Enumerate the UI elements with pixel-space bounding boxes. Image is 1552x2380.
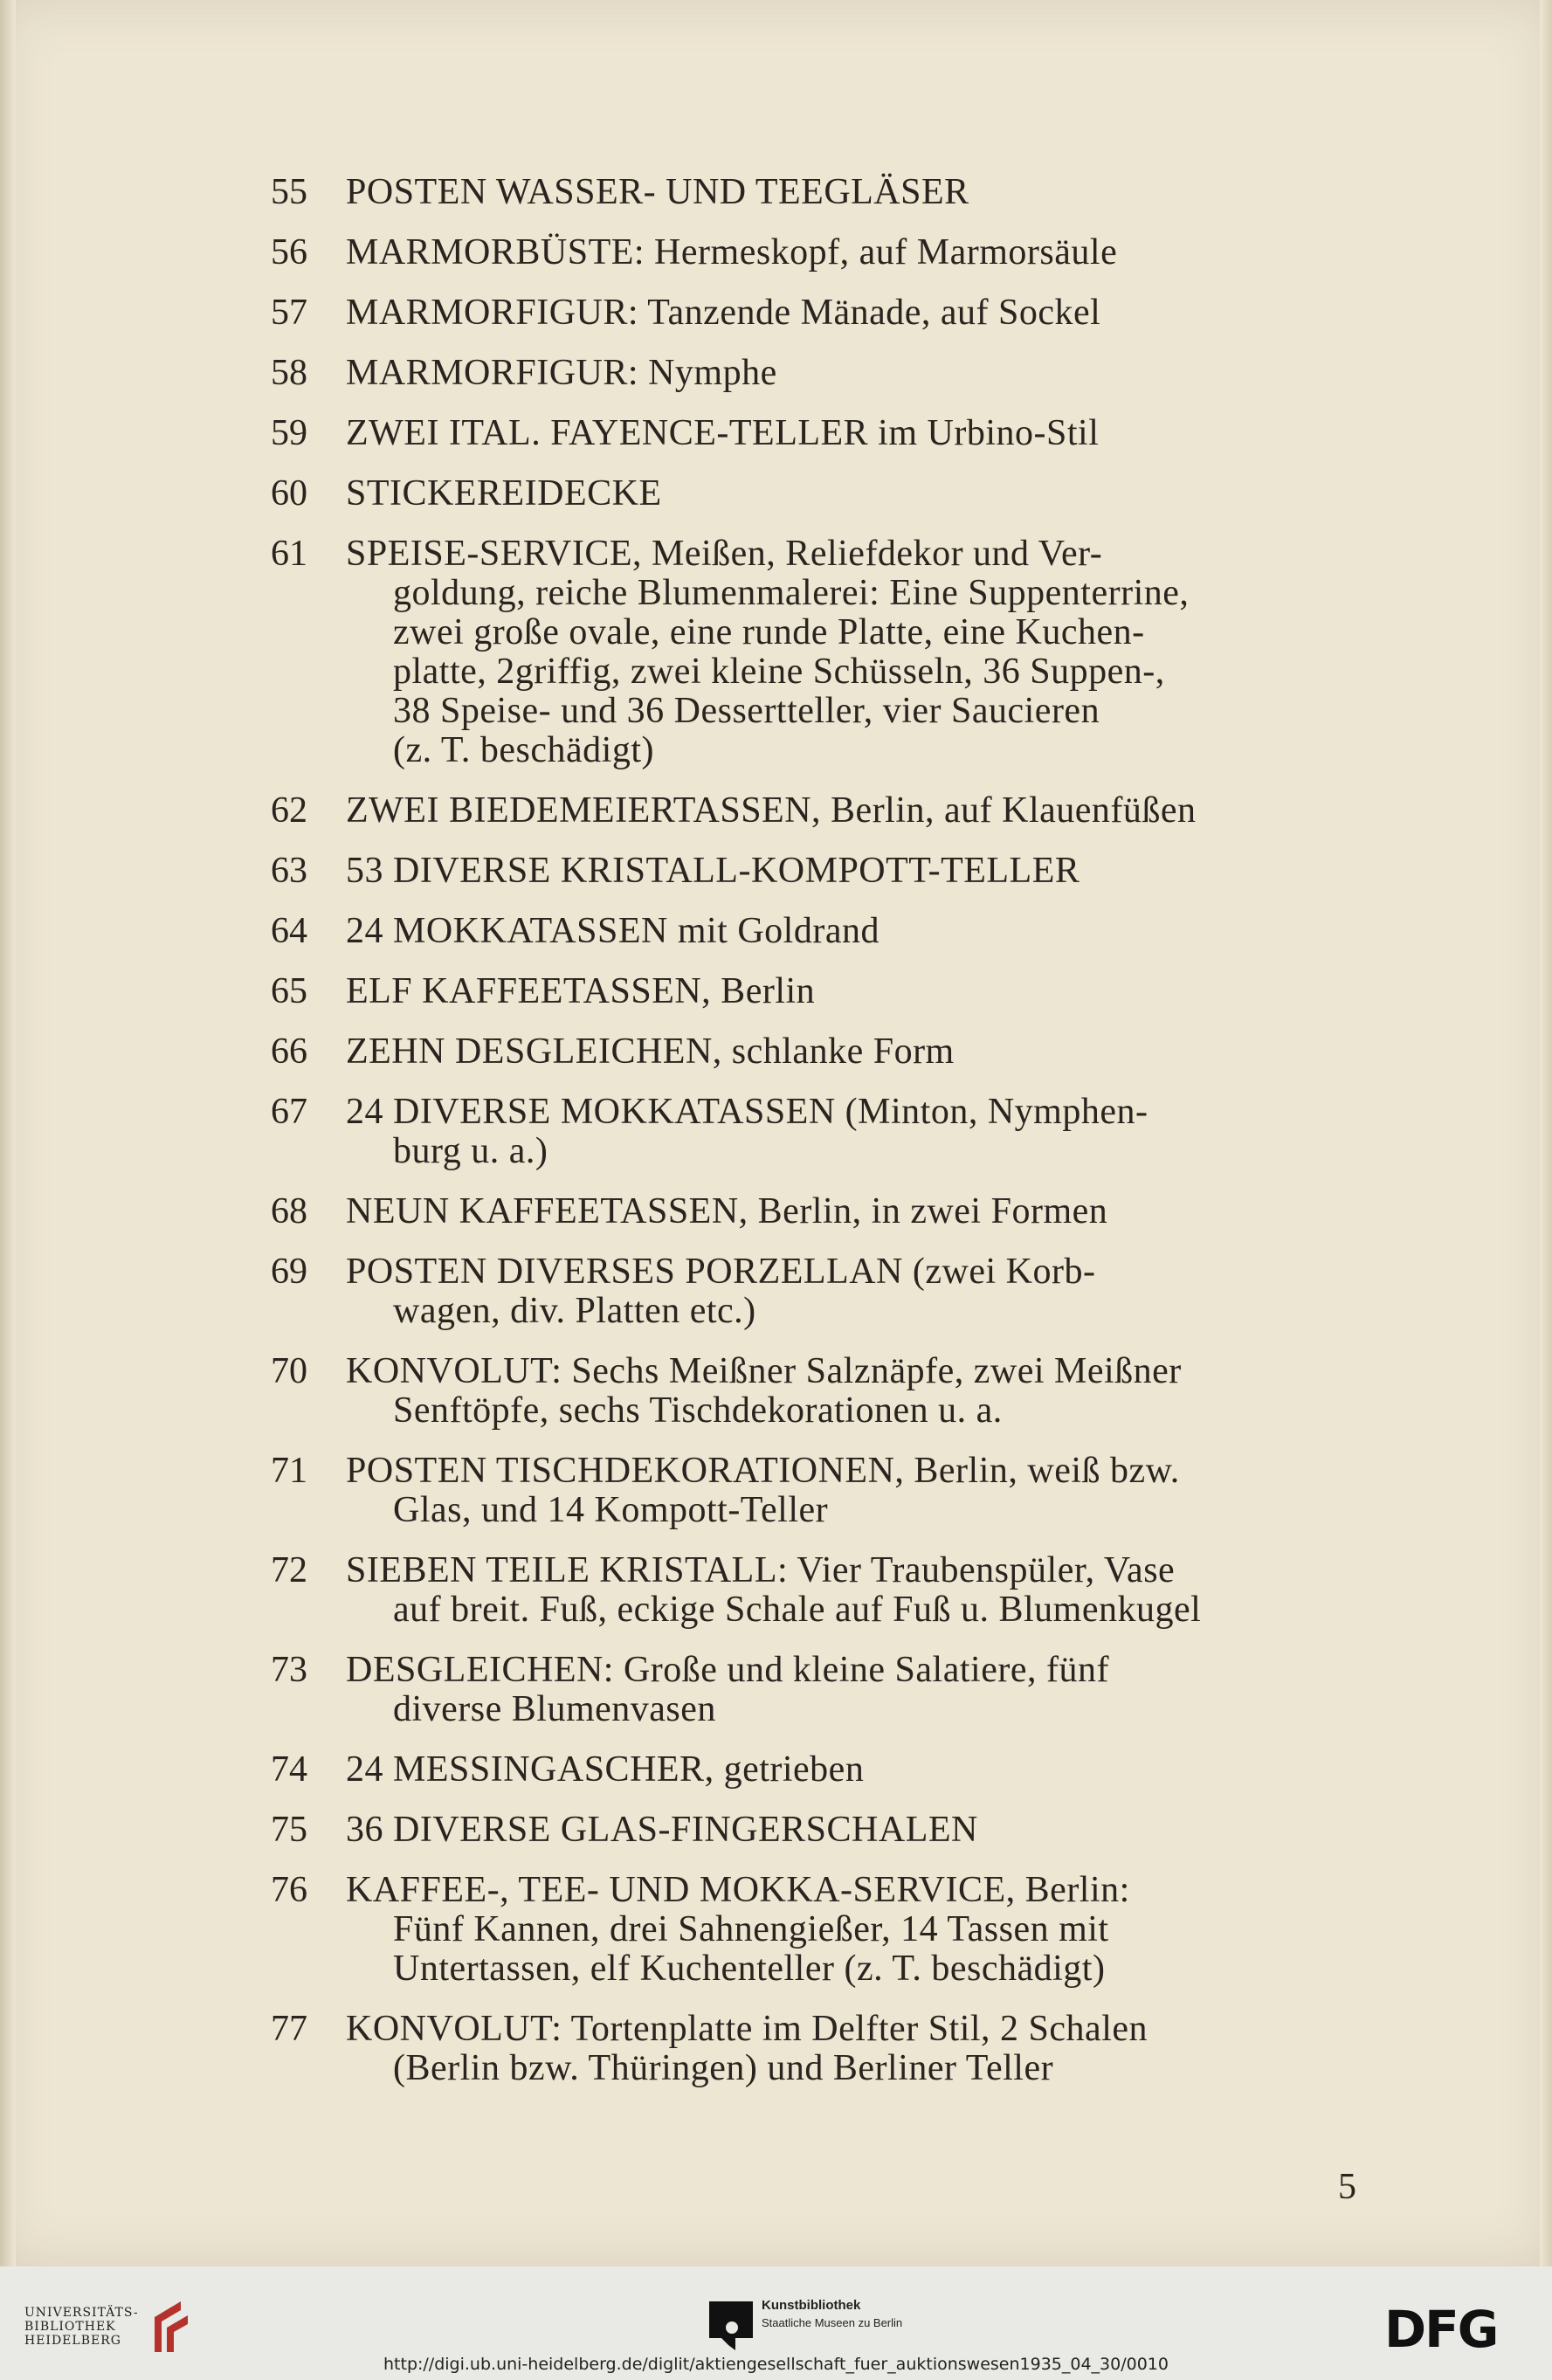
entry-description bbox=[346, 912, 1371, 951]
entry-title-line: ZEHN DESGLEICHEN, schlanke Form bbox=[346, 1031, 955, 1072]
entry-continuation-line: auf breit. Fuß, eckige Schale auf Fuß u. Blumenkugel bbox=[393, 1590, 1202, 1630]
entry-description bbox=[346, 1452, 1371, 1530]
catalog-entry bbox=[271, 1252, 1371, 1331]
entry-number: 70 bbox=[271, 1351, 307, 1391]
entry-number: 61 bbox=[271, 534, 307, 574]
entry-number: 55 bbox=[271, 172, 307, 212]
entry-title-line: 53 DIVERSE KRISTALL-KOMPOTT-TELLER bbox=[346, 851, 1080, 891]
catalog-entry bbox=[271, 354, 1371, 393]
entry-continuation-line: (Berlin bzw. Thüringen) und Berliner Teller bbox=[393, 2048, 1054, 2088]
entry-description bbox=[346, 1352, 1371, 1431]
catalog-entry bbox=[271, 1811, 1371, 1850]
entry-number: 65 bbox=[271, 971, 307, 1011]
catalog-entry bbox=[271, 1452, 1371, 1530]
page-number: 5 bbox=[1338, 2167, 1356, 2207]
entry-number: 59 bbox=[271, 413, 307, 453]
catalog-entry bbox=[271, 972, 1371, 1011]
dfg-logo[interactable]: DFG bbox=[1384, 2300, 1498, 2359]
catalog-entry bbox=[271, 414, 1371, 453]
kunstbibliothek-emblem-icon bbox=[709, 2301, 753, 2350]
entry-continuation-line: Untertassen, elf Kuchenteller (z. T. beschädigt) bbox=[393, 1949, 1106, 1989]
entry-description bbox=[346, 1551, 1371, 1630]
entry-number: 74 bbox=[271, 1749, 307, 1790]
entry-number: 71 bbox=[271, 1451, 307, 1491]
entry-continuation-line: Senftöpfe, sechs Tischdekorationen u. a. bbox=[393, 1390, 1003, 1431]
entry-title-line: KAFFEE-, TEE- UND MOKKA-SERVICE, Berlin: bbox=[346, 1870, 1130, 1910]
entry-continuation-line: burg u. a.) bbox=[393, 1131, 548, 1171]
entry-title-line: POSTEN TISCHDEKORATIONEN, Berlin, weiß bzw. bbox=[346, 1451, 1180, 1491]
entry-number: 64 bbox=[271, 911, 307, 951]
entry-number: 60 bbox=[271, 473, 307, 514]
entry-description bbox=[346, 354, 1371, 393]
entry-title-line: ELF KAFFEETASSEN, Berlin bbox=[346, 971, 816, 1011]
catalog-entry bbox=[271, 474, 1371, 514]
entry-description bbox=[346, 1811, 1371, 1850]
page-edge-left bbox=[0, 0, 16, 2266]
footer-bar bbox=[0, 2266, 1552, 2380]
entry-title-line: 24 MOKKATASSEN mit Goldrand bbox=[346, 911, 879, 951]
catalog-entry bbox=[271, 1871, 1371, 1989]
entry-description bbox=[346, 2010, 1371, 2088]
catalog-entry bbox=[271, 2010, 1371, 2088]
entry-title-line: SIEBEN TEILE KRISTALL: Vier Traubenspüler, Vase bbox=[346, 1550, 1176, 1590]
entry-number: 67 bbox=[271, 1092, 307, 1132]
entry-continuation-line: Glas, und 14 Kompott-Teller bbox=[393, 1490, 829, 1530]
entry-title-line: 36 DIVERSE GLAS-FINGERSCHALEN bbox=[346, 1810, 978, 1850]
entry-title-line: NEUN KAFFEETASSEN, Berlin, in zwei Formen bbox=[346, 1191, 1108, 1231]
entry-description bbox=[346, 1871, 1371, 1989]
entry-number: 69 bbox=[271, 1252, 307, 1292]
entry-description bbox=[346, 1032, 1371, 1072]
entry-description bbox=[346, 414, 1371, 453]
kunstbibliothek-title: Kunstbibliothek bbox=[762, 2298, 861, 2313]
catalog-entry bbox=[271, 1192, 1371, 1231]
entry-description bbox=[346, 852, 1371, 891]
ub-heidelberg-wordmark bbox=[24, 2306, 139, 2348]
entry-number: 62 bbox=[271, 790, 307, 831]
entry-title-line: MARMORFIGUR: Nymphe bbox=[346, 353, 777, 393]
entry-continuation-line: zwei große ovale, eine runde Platte, eine Kuchen- bbox=[393, 612, 1145, 652]
entry-description bbox=[346, 474, 1371, 514]
entry-continuation-line: (z. T. beschädigt) bbox=[393, 730, 655, 770]
entry-description bbox=[346, 233, 1371, 272]
entry-title-line: ZWEI ITAL. FAYENCE-TELLER im Urbino-Stil bbox=[346, 413, 1100, 453]
ub-line-2: BIBLIOTHEK bbox=[24, 2320, 116, 2334]
catalog-entry bbox=[271, 233, 1371, 272]
entry-description bbox=[346, 791, 1371, 831]
entry-title-line: KONVOLUT: Sechs Meißner Salznäpfe, zwei Meißner bbox=[346, 1351, 1182, 1391]
ub-line-3: HEIDELBERG bbox=[24, 2334, 121, 2348]
kunstbibliothek-subtitle: Staatliche Museen zu Berlin bbox=[762, 2316, 903, 2329]
entry-description bbox=[346, 173, 1371, 212]
catalog-entry bbox=[271, 912, 1371, 951]
entry-number: 77 bbox=[271, 2009, 307, 2049]
entry-number: 75 bbox=[271, 1810, 307, 1850]
entry-title-line: SPEISE-SERVICE, Meißen, Reliefdekor und Ver- bbox=[346, 534, 1103, 574]
catalog-entry bbox=[271, 852, 1371, 891]
kunstbibliothek-logo[interactable] bbox=[709, 2284, 902, 2350]
entry-title-line: STICKEREIDECKE bbox=[346, 473, 662, 514]
entry-title-line: MARMORBÜSTE: Hermeskopf, auf Marmorsäule bbox=[346, 232, 1118, 272]
page-edge-right bbox=[1540, 0, 1552, 2266]
entry-continuation-line: wagen, div. Platten etc.) bbox=[393, 1291, 756, 1331]
entry-number: 63 bbox=[271, 851, 307, 891]
catalog-entry-list bbox=[271, 173, 1371, 2109]
entry-description bbox=[346, 1651, 1371, 1729]
entry-description bbox=[346, 535, 1371, 770]
entry-number: 58 bbox=[271, 353, 307, 393]
entry-continuation-line: diverse Blumenvasen bbox=[393, 1689, 716, 1729]
catalog-entry bbox=[271, 1032, 1371, 1072]
entry-title-line: DESGLEICHEN: Große und kleine Salatiere, fünf bbox=[346, 1650, 1109, 1690]
entry-number: 66 bbox=[271, 1031, 307, 1072]
catalog-entry bbox=[271, 1093, 1371, 1171]
entry-number: 68 bbox=[271, 1191, 307, 1231]
catalog-entry bbox=[271, 1352, 1371, 1431]
entry-number: 57 bbox=[271, 293, 307, 333]
catalog-entry bbox=[271, 1551, 1371, 1630]
entry-title-line: MARMORFIGUR: Tanzende Mänade, auf Sockel bbox=[346, 293, 1101, 333]
ub-line-1: UNIVERSITÄTS- bbox=[24, 2306, 139, 2320]
catalog-entry bbox=[271, 293, 1371, 333]
entry-title-line: 24 DIVERSE MOKKATASSEN (Minton, Nymphen- bbox=[346, 1092, 1148, 1132]
entry-continuation-line: goldung, reiche Blumenmalerei: Eine Suppenterrine, bbox=[393, 573, 1190, 613]
entry-title-line: ZWEI BIEDEMEIERTASSEN, Berlin, auf Klauenfüßen bbox=[346, 790, 1197, 831]
entry-number: 73 bbox=[271, 1650, 307, 1690]
entry-description bbox=[346, 293, 1371, 333]
entry-description bbox=[346, 1252, 1371, 1331]
entry-continuation-line: platte, 2griffig, zwei kleine Schüsseln, 36 Suppen-, bbox=[393, 652, 1165, 692]
entry-description bbox=[346, 1192, 1371, 1231]
catalog-entry bbox=[271, 791, 1371, 831]
ub-heidelberg-logo[interactable] bbox=[24, 2298, 198, 2356]
entry-title-line: POSTEN DIVERSES PORZELLAN (zwei Korb- bbox=[346, 1252, 1096, 1292]
permalink-url[interactable]: http://digi.ub.uni-heidelberg.de/diglit/aktiengesellschaft_fuer_auktionswesen1935_04_30/0010 bbox=[383, 2355, 1169, 2374]
entry-title-line: POSTEN WASSER- UND TEEGLÄSER bbox=[346, 172, 969, 212]
catalog-entry bbox=[271, 1750, 1371, 1790]
catalog-entry bbox=[271, 173, 1371, 212]
entry-description bbox=[346, 1093, 1371, 1171]
entry-number: 76 bbox=[271, 1870, 307, 1910]
entry-description bbox=[346, 1750, 1371, 1790]
entry-title-line: KONVOLUT: Tortenplatte im Delfter Stil, 2 Schalen bbox=[346, 2009, 1148, 2049]
entry-number: 72 bbox=[271, 1550, 307, 1590]
entry-title-line: 24 MESSINGASCHER, getrieben bbox=[346, 1749, 865, 1790]
catalog-entry bbox=[271, 535, 1371, 770]
entry-number: 56 bbox=[271, 232, 307, 272]
entry-description bbox=[346, 972, 1371, 1011]
catalog-entry bbox=[271, 1651, 1371, 1729]
entry-continuation-line: 38 Speise- und 36 Dessertteller, vier Saucieren bbox=[393, 691, 1100, 731]
entry-continuation-line: Fünf Kannen, drei Sahnengießer, 14 Tassen mit bbox=[393, 1909, 1109, 1949]
ub-emblem-icon bbox=[146, 2298, 198, 2356]
